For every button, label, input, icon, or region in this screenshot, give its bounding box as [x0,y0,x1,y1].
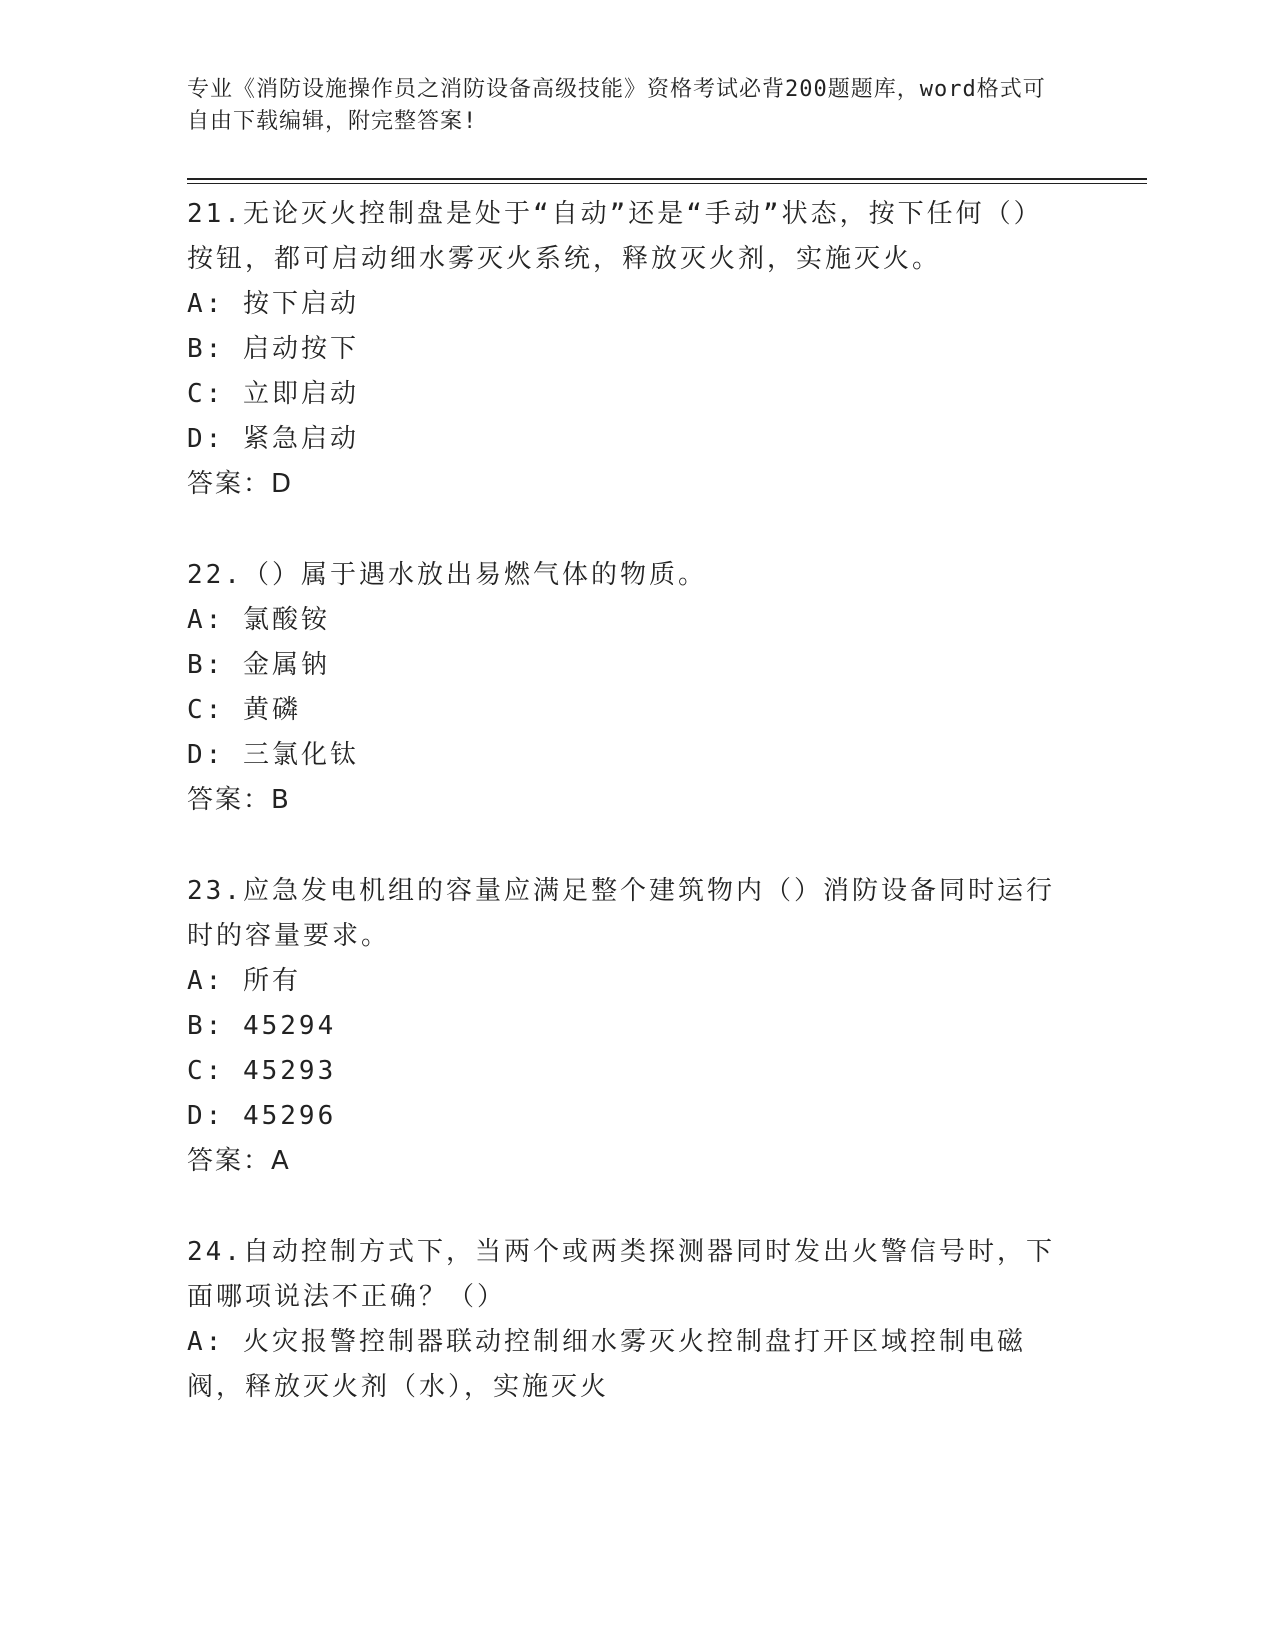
option-a: A: 所有 [187,966,301,996]
answer-line: 答案：B [187,785,291,815]
option-c: C: 45293 [187,1056,337,1086]
question-22 [187,553,1067,823]
option-a: A: 氯酸铵 [187,605,330,635]
answer-line: 答案：A [187,1146,291,1176]
option-a: A: 按下启动 [187,289,359,319]
question-text: 22.（）属于遇水放出易燃气体的物质。 [187,560,707,590]
question-text: 24.自动控制方式下，当两个或两类探测器同时发出火警信号时，下面哪项说法不正确？（） [187,1237,1055,1312]
option-c: C: 黄磷 [187,695,301,725]
question-list [187,192,1067,1456]
question-24 [187,1230,1067,1410]
option-b: B: 启动按下 [187,334,359,364]
answer-line: 答案：D [187,469,294,499]
document-header [187,74,1067,138]
option-d: D: 紧急启动 [187,424,359,454]
header-rule-thick [187,178,1147,180]
question-text: 23.应急发电机组的容量应满足整个建筑物内（）消防设备同时运行时的容量要求。 [187,876,1055,951]
header-intro: 专业《消防设施操作员之消防设备高级技能》资格考试必背200题题库，word格式可自由下载编辑，附完整答案! [187,77,1046,134]
option-c: C: 立即启动 [187,379,359,409]
question-text: 21.无论灭火控制盘是处于“自动”还是“手动”状态，按下任何（）按钮，都可启动细水雾灭火系统，释放灭火剂，实施灭火。 [187,199,1043,274]
question-23 [187,869,1067,1184]
option-b: B: 金属钠 [187,650,330,680]
option-a: A: 火灾报警控制器联动控制细水雾灭火控制盘打开区域控制电磁阀，释放灭火剂（水），实施灭火 [187,1327,1026,1402]
option-d: D: 45296 [187,1101,337,1131]
option-d: D: 三氯化钛 [187,740,359,770]
question-21 [187,192,1067,507]
header-rule-thin [187,183,1147,184]
option-b: B: 45294 [187,1011,337,1041]
